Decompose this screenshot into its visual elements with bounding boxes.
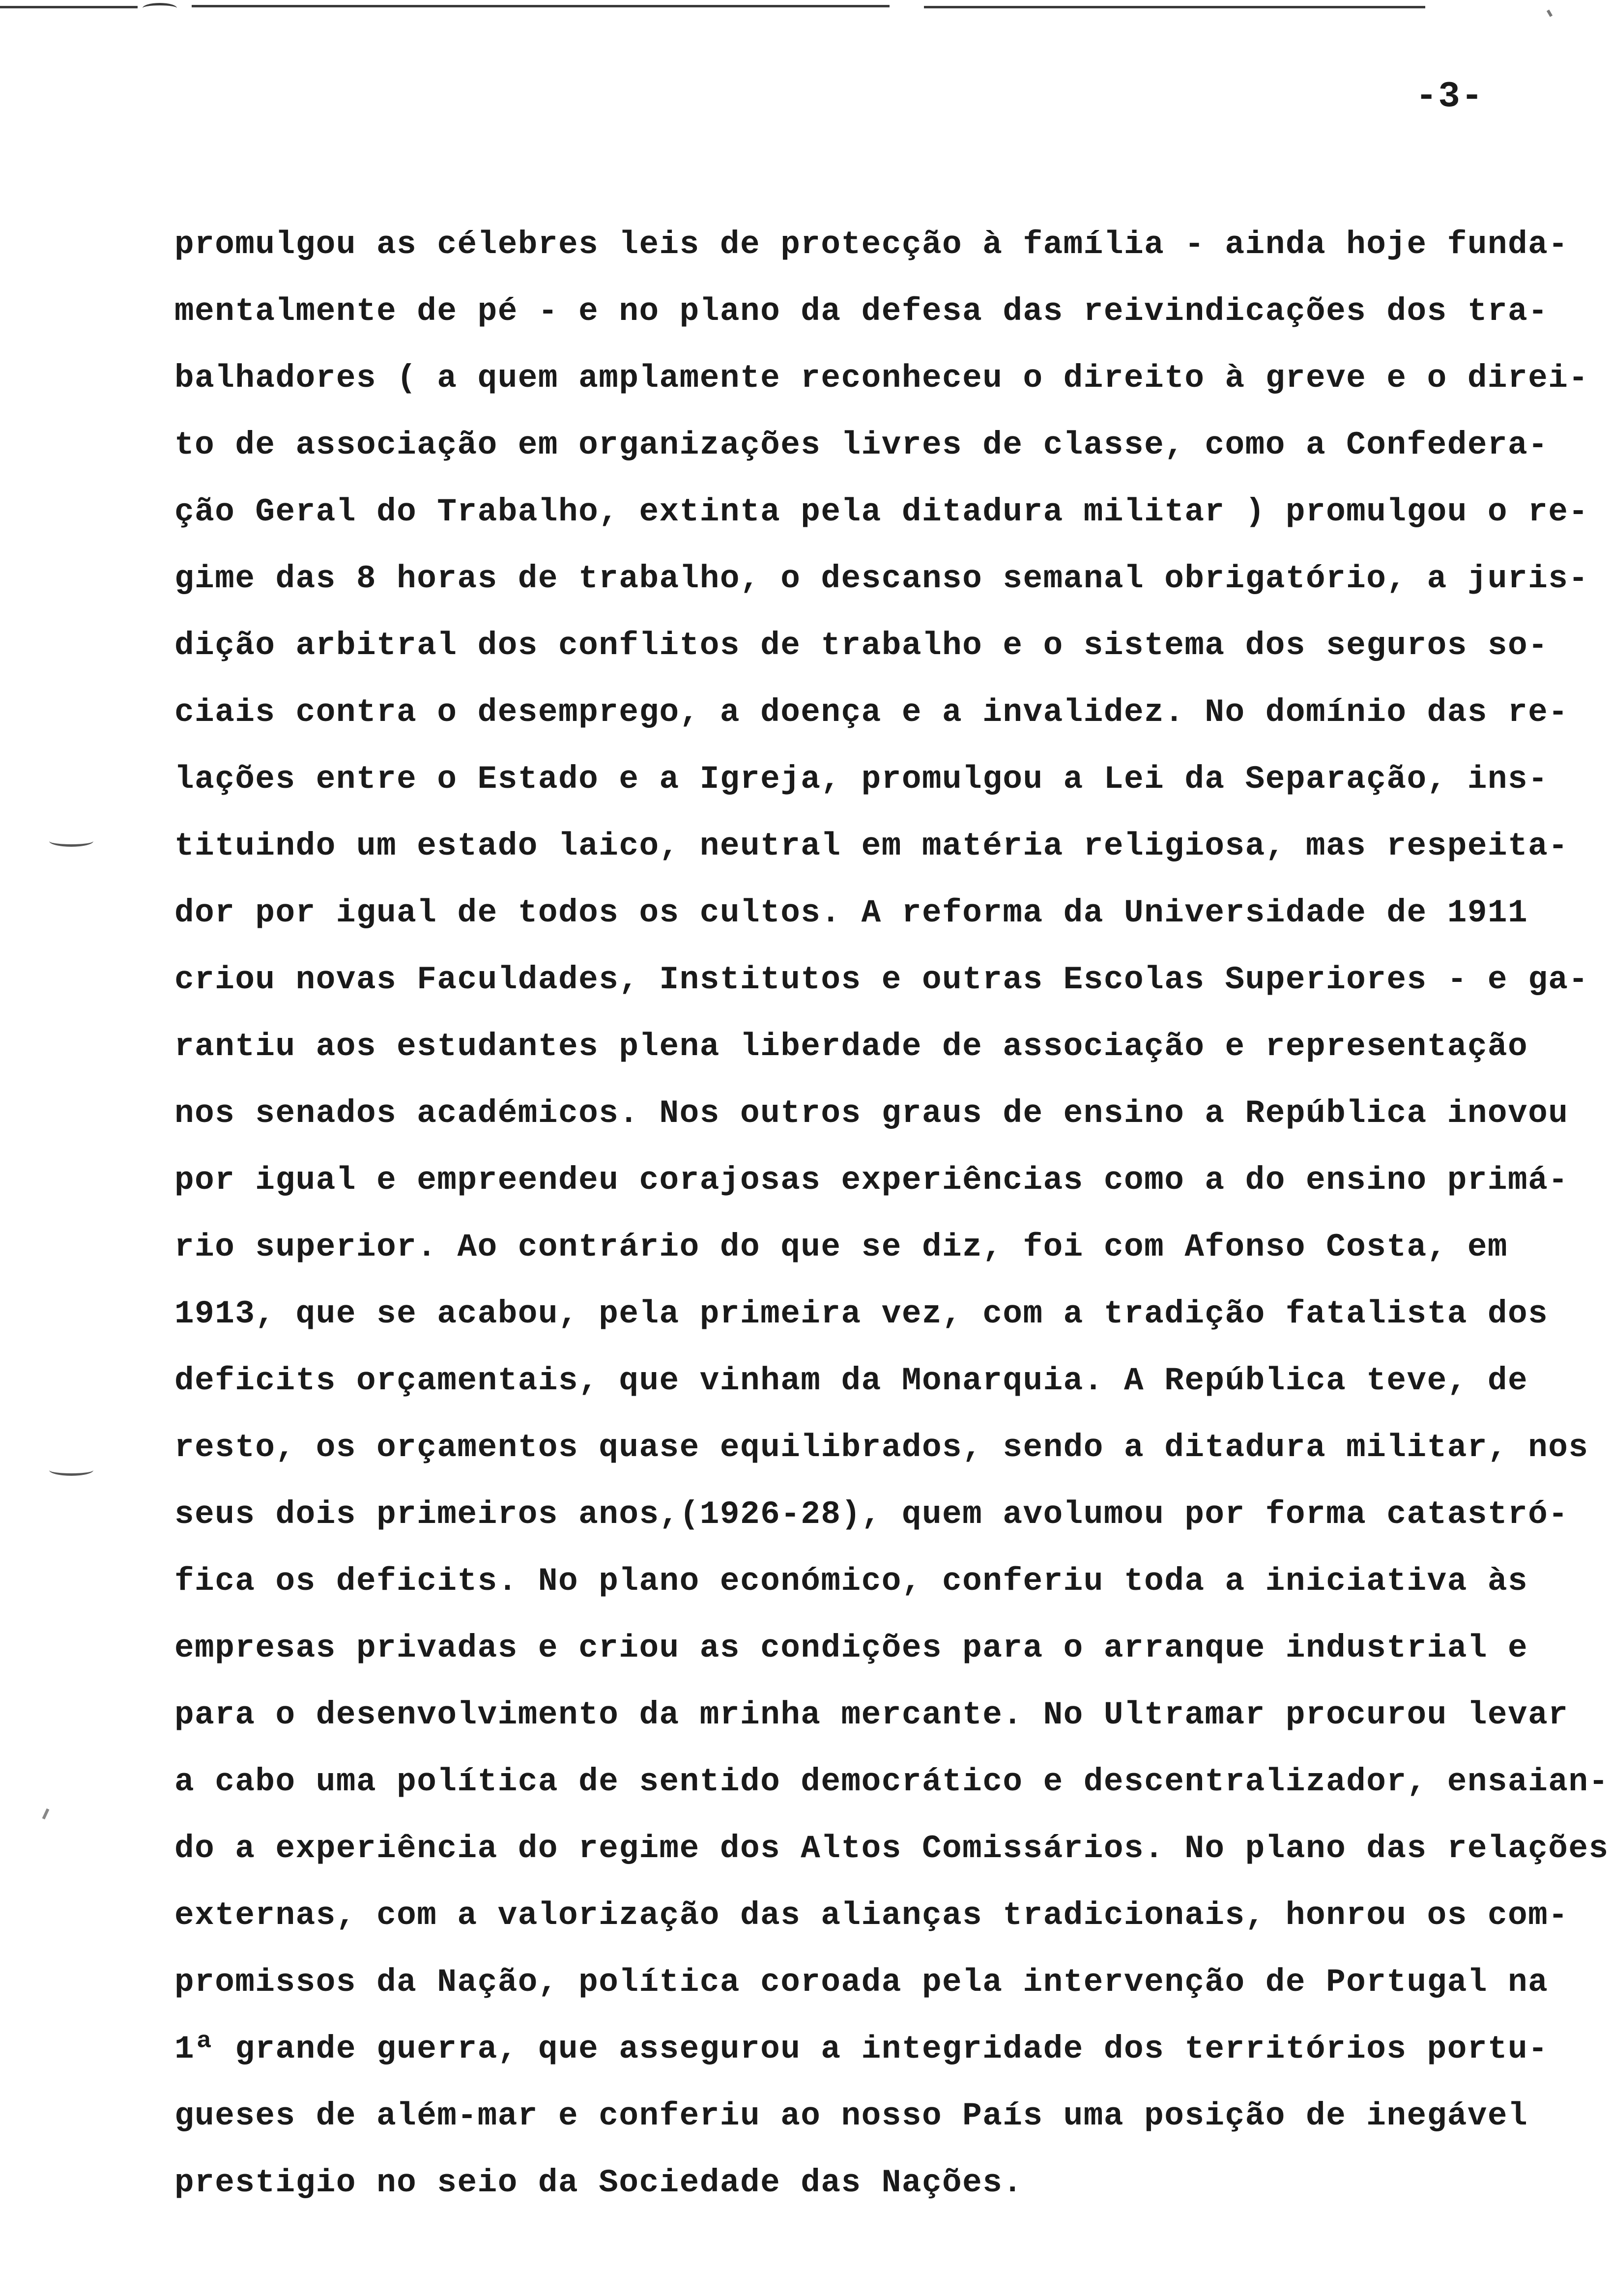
text-line: rantiu aos estudantes plena liberdade de associação e representação: [174, 1028, 1528, 1065]
text-line: externas, com a valorização das alianças tradicionais, honrou os com-: [174, 1897, 1569, 1934]
text-line: do a experiência do regime dos Altos Comissários. No plano das relações: [174, 1830, 1609, 1867]
text-line: criou novas Faculdades, Institutos e outras Escolas Superiores - e ga-: [174, 961, 1589, 998]
text-line: mentalmente de pé - e no plano da defesa das reivindicações dos tra-: [174, 293, 1549, 330]
text-line: a cabo uma política de sentido democrático e descentralizador, ensaian-: [174, 1763, 1609, 1800]
binder-hole-mark: [49, 835, 93, 847]
binder-hole-mark: [49, 1464, 93, 1476]
scan-rule-line: [0, 6, 138, 8]
text-line: balhadores ( a quem amplamente reconheceu o direito à greve e o direi-: [174, 360, 1589, 397]
text-line: gueses de além-mar e conferiu ao nosso País uma posição de inegável: [174, 2097, 1528, 2134]
text-line: para o desenvolvimento da mrinha mercante. No Ultramar procurou levar: [174, 1696, 1569, 1733]
text-line: tituindo um estado laico, neutral em matéria religiosa, mas respeita-: [174, 828, 1569, 864]
text-line: ção Geral do Trabalho, extinta pela ditadura militar ) promulgou o re-: [174, 493, 1589, 530]
text-line: deficits orçamentais, que vinham da Monarquia. A República teve, de: [174, 1362, 1528, 1399]
text-line: dição arbitral dos conflitos de trabalho e o sistema dos seguros so-: [174, 627, 1549, 664]
text-line: gime das 8 horas de trabalho, o descanso semanal obrigatório, a juris-: [174, 560, 1589, 597]
text-line: 1ª grande guerra, que assegurou a integridade dos territórios portu-: [174, 2031, 1549, 2067]
typewritten-paragraph: [174, 211, 1609, 2216]
text-line: 1913, que se acabou, pela primeira vez, com a tradição fatalista dos: [174, 1295, 1549, 1332]
scan-stray-mark: [1547, 9, 1553, 17]
text-line: resto, os orçamentos quase equilibrados, sendo a ditadura militar, nos: [174, 1429, 1589, 1466]
text-line: empresas privadas e criou as condições para o arranque industrial e: [174, 1630, 1528, 1666]
scan-tick-mark: [143, 3, 177, 13]
text-line: por igual e empreendeu corajosas experiências como a do ensino primá-: [174, 1162, 1569, 1199]
text-line: rio superior. Ao contrário do que se diz, foi com Afonso Costa, em: [174, 1229, 1508, 1265]
text-line: seus dois primeiros anos,(1926-28), quem avolumou por forma catastró-: [174, 1496, 1569, 1533]
scan-rule-line: [192, 5, 890, 7]
scan-rule-line: [924, 6, 1425, 8]
text-line: fica os deficits. No plano económico, conferiu toda a iniciativa às: [174, 1563, 1528, 1600]
text-line: nos senados académicos. Nos outros graus de ensino a República inovou: [174, 1095, 1569, 1132]
text-line: promulgou as célebres leis de protecção à família - ainda hoje funda-: [174, 226, 1569, 263]
text-line: ciais contra o desemprego, a doença e a invalidez. No domínio das re-: [174, 694, 1569, 731]
text-line: lações entre o Estado e a Igreja, promulgou a Lei da Separação, ins-: [174, 761, 1549, 798]
page-number: -3-: [1415, 76, 1484, 117]
text-line: prestigio no seio da Sociedade das Nações.: [174, 2164, 1023, 2201]
text-line: to de associação em organizações livres de classe, como a Confedera-: [174, 427, 1549, 463]
scan-stray-mark: [42, 1808, 50, 1819]
text-line: dor por igual de todos os cultos. A reforma da Universidade de 1911: [174, 894, 1528, 931]
text-line: promissos da Nação, política coroada pela intervenção de Portugal na: [174, 1964, 1549, 2001]
